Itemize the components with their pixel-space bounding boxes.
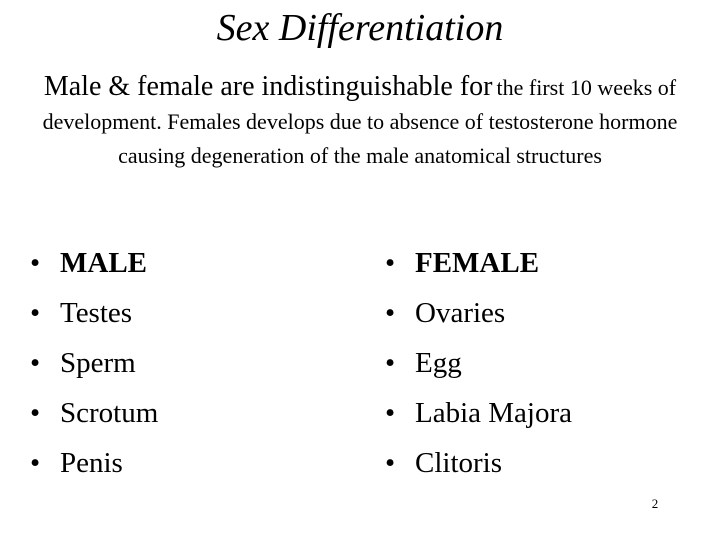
- bullet-icon: •: [30, 297, 41, 329]
- male-heading: MALE: [60, 247, 147, 279]
- slide-title: Sex Differentiation: [216, 7, 504, 49]
- bullet-icon: •: [30, 447, 41, 479]
- bullet-icon: •: [30, 247, 41, 279]
- subtitle-lead: Male & female are indistinguishable for: [43, 71, 493, 102]
- list-item: [30, 396, 350, 430]
- bullet-icon: •: [385, 397, 396, 429]
- bullet-icon: •: [385, 297, 396, 329]
- list-item: [30, 246, 350, 280]
- male-item: Scrotum: [60, 397, 159, 429]
- list-item: [385, 296, 705, 330]
- bullet-icon: •: [30, 397, 41, 429]
- female-item: Labia Majora: [415, 397, 573, 429]
- list-item: [385, 246, 705, 280]
- bullet-icon: •: [385, 347, 396, 379]
- list-item: [385, 346, 705, 380]
- bullet-icon: •: [385, 447, 396, 479]
- male-item: Penis: [60, 447, 123, 479]
- female-item: Egg: [415, 347, 462, 379]
- list-item: [385, 446, 705, 480]
- list-item: [30, 446, 350, 480]
- female-item: Clitoris: [415, 447, 503, 479]
- male-item: Testes: [60, 297, 133, 329]
- bullet-icon: •: [30, 347, 41, 379]
- female-list: [385, 246, 705, 496]
- female-item: Ovaries: [415, 297, 506, 329]
- male-item: Sperm: [60, 347, 136, 379]
- slide-subtitle: [18, 70, 702, 173]
- bullet-icon: •: [385, 247, 396, 279]
- page-number: 2: [651, 496, 659, 511]
- list-item: [30, 346, 350, 380]
- subtitle-rest: the first 10 weeks of development. Females develops due to absence of testosterone hormone causing degeneration of the male anatomical structures: [42, 75, 678, 168]
- male-list: [30, 246, 350, 496]
- list-item: [30, 296, 350, 330]
- female-heading: FEMALE: [415, 247, 540, 279]
- list-item: [385, 396, 705, 430]
